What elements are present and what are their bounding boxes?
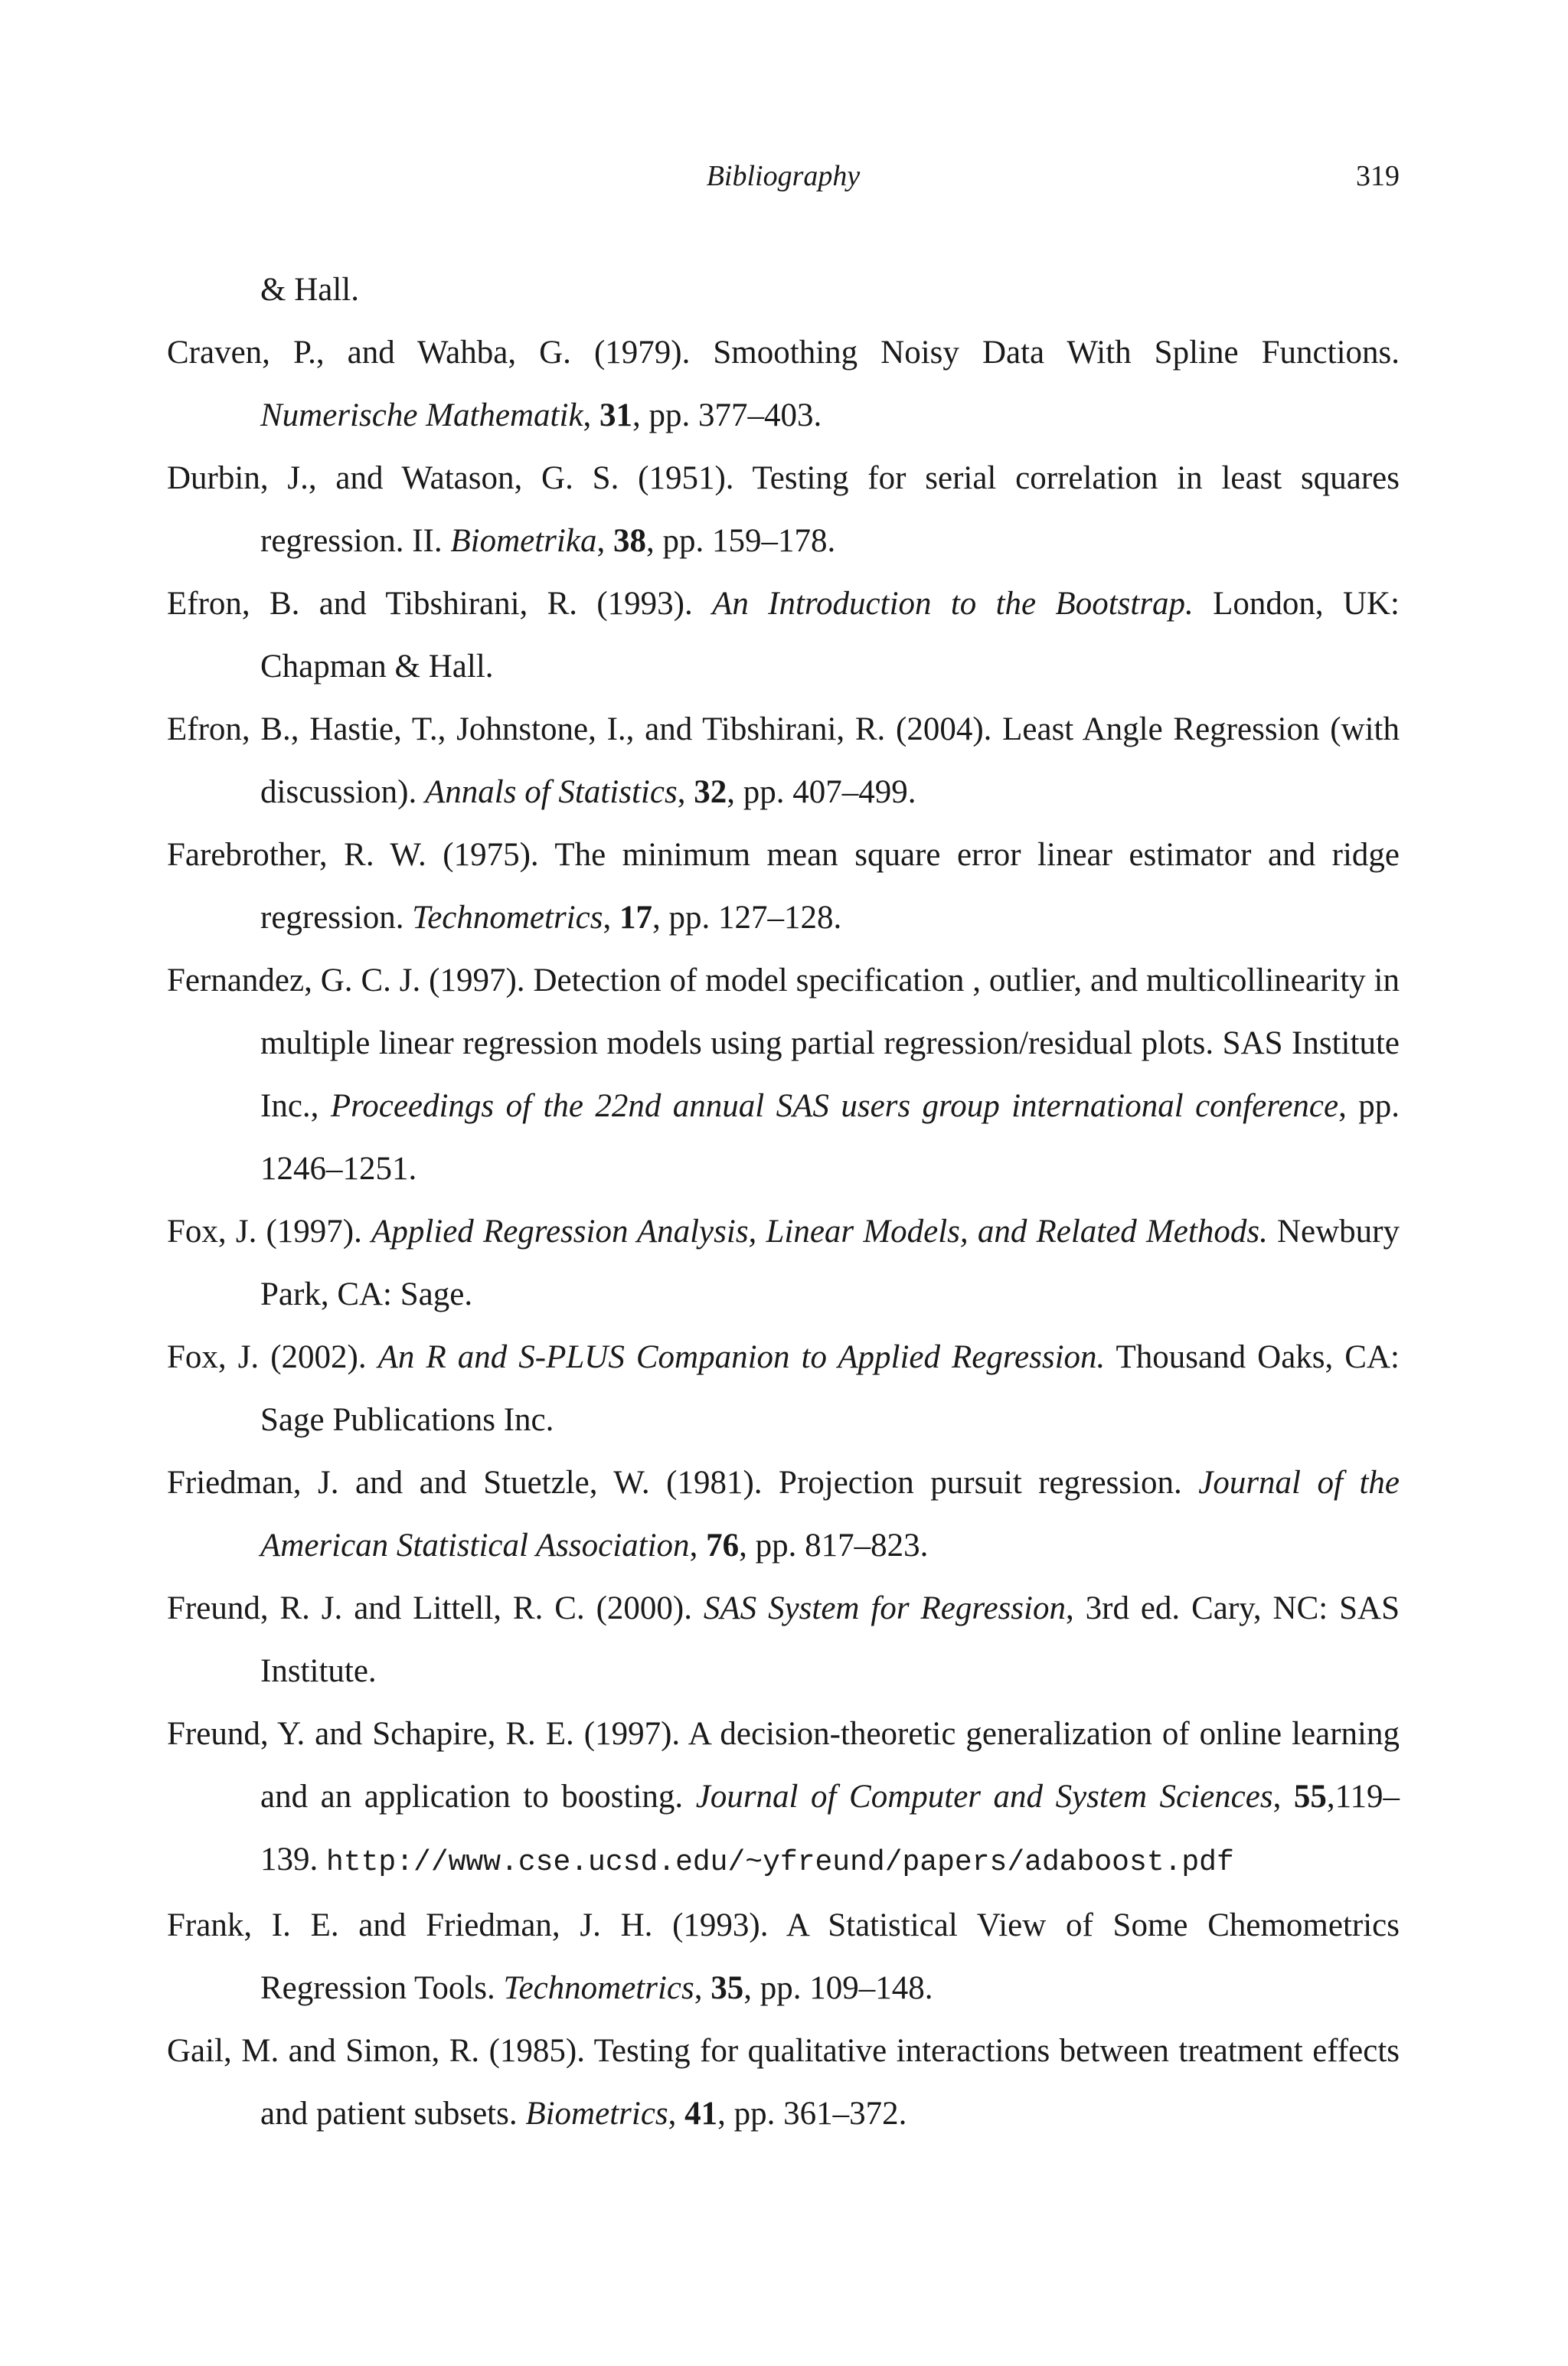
- bib-entry-friedman-1981: [167, 1452, 1400, 1577]
- bib-entry-volume: 41: [684, 2096, 718, 2132]
- bib-entry-text: Frank, I. E. and Friedman, J. H. (1993). A Statistical View of Some Chemometrics Regression Tools.: [167, 1907, 1400, 2006]
- bib-entry-text: Freund, R. J. and Littell, R. C. (2000).: [167, 1590, 704, 1626]
- bib-entry-separator: ,: [583, 397, 600, 433]
- bib-entry-volume: 38: [612, 523, 646, 559]
- bib-entry-separator: ,: [603, 900, 619, 936]
- running-title: Bibliography: [706, 160, 861, 192]
- bib-entry-pages: , pp. 817–823.: [739, 1528, 929, 1564]
- running-header: [167, 159, 1400, 198]
- bib-entry-frank-1993: [167, 1894, 1400, 2020]
- bib-entry-journal: Biometrics: [525, 2096, 668, 2132]
- bib-entry-separator: ,: [668, 2096, 685, 2132]
- bib-entry-book-title: An Introduction to the Bootstrap.: [712, 586, 1194, 622]
- bib-entry-publisher: , 3rd ed. Cary, NC: SAS Institute.: [260, 1590, 1400, 1689]
- bib-entry-volume: 55: [1293, 1779, 1327, 1815]
- bib-entry-volume: 76: [706, 1528, 740, 1564]
- bib-entry-efron-2004: [167, 698, 1400, 824]
- bib-entry-journal: Technometrics: [503, 1970, 694, 2006]
- bib-entry-text: Craven, P., and Wahba, G. (1979). Smoothing Noisy Data With Spline Functions.: [167, 335, 1400, 371]
- bib-entry-efron-1993: [167, 573, 1400, 698]
- bib-entry-volume: 35: [710, 1970, 744, 2006]
- bib-entry-gail-1985: [167, 2020, 1400, 2145]
- bib-entry-separator: ,: [596, 523, 613, 559]
- bib-entry-text: Fernandez, G. C. J. (1997). Detection of model specification , outlier, and multicollinearity in multiple linear regression models using partial regression/residual plots. SAS Institute Inc.,: [167, 962, 1400, 1124]
- bib-entry-separator: ,: [677, 774, 694, 810]
- bib-entry-publisher: Newbury Park, CA: Sage.: [260, 1214, 1400, 1312]
- bib-entry-separator: ,: [694, 1970, 711, 2006]
- bib-entry-pages: , pp. 1246–1251.: [260, 1088, 1400, 1187]
- bib-entry-text: Friedman, J. and and Stuetzle, W. (1981). Projection pursuit regression.: [167, 1465, 1199, 1501]
- bib-entry-text: Fox, J. (2002).: [167, 1339, 378, 1375]
- bib-entry-journal: Technometrics: [412, 900, 603, 936]
- bib-entry-fernandez-1997: [167, 949, 1400, 1201]
- bib-entry-book-title: An R and S-PLUS Companion to Applied Regression.: [377, 1339, 1106, 1375]
- bib-entry-text: Freund, Y. and Schapire, R. E. (1997). A decision-theoretic generalization of online learning and an application to boosting.: [167, 1716, 1400, 1815]
- bib-entry-pages: , pp. 159–178.: [645, 523, 836, 559]
- bib-entry-durbin-1951: [167, 447, 1400, 573]
- bib-entry-text: Durbin, J., and Watason, G. S. (1951). Testing for serial correlation in least squares regression. II.: [167, 460, 1400, 559]
- bib-entry-fox-1997: [167, 1201, 1400, 1326]
- bib-continuation: & Hall.: [260, 272, 359, 308]
- bib-entry-pages: , pp. 109–148.: [743, 1970, 933, 2006]
- bib-entry-volume: 17: [619, 900, 652, 936]
- bib-entry-pages: ,119–139.: [260, 1779, 1400, 1877]
- bib-entry-volume: 32: [694, 774, 727, 810]
- bib-entry-journal: Annals of Statistics: [425, 774, 678, 810]
- bib-entry-separator: ,: [1272, 1779, 1294, 1815]
- bibliography-list: [167, 259, 1400, 2145]
- bib-entry-text: Gail, M. and Simon, R. (1985). Testing for qualitative interactions between treatment effects and patient subsets.: [167, 2033, 1400, 2132]
- bib-entry-pages: , pp. 127–128.: [652, 900, 842, 936]
- bib-entry-journal: Journal of Computer and System Sciences: [695, 1779, 1273, 1815]
- bib-entry-journal: Numerische Mathematik: [260, 397, 583, 433]
- bib-entry-volume: 31: [599, 397, 633, 433]
- bib-entry-freund-1997: [167, 1703, 1400, 1894]
- bib-entry-text: Farebrother, R. W. (1975). The minimum mean square error linear estimator and ridge regression.: [167, 837, 1400, 936]
- bib-entry-proceedings: Proceedings of the 22nd annual SAS users group international conference: [330, 1088, 1339, 1124]
- bib-entry-book-title: SAS System for Regression: [703, 1590, 1066, 1626]
- bib-entry-url-link[interactable]: http://www.cse.ucsd.edu/~yfreund/papers/adaboost.pdf: [326, 1846, 1234, 1879]
- bib-entry-book-title: Applied Regression Analysis, Linear Models, and Related Methods.: [371, 1214, 1268, 1250]
- bib-entry-freund-2000: [167, 1577, 1400, 1703]
- page-number: 319: [1356, 160, 1400, 192]
- bib-entry-separator: ,: [689, 1528, 707, 1564]
- bib-entry-pages: , pp. 407–499.: [727, 774, 916, 810]
- bib-entry-farebrother-1975: [167, 824, 1400, 949]
- bib-entry-text: Efron, B. and Tibshirani, R. (1993).: [167, 586, 713, 622]
- bib-entry-journal: Biometrika: [450, 523, 597, 559]
- bib-entry-craven-1979: [167, 322, 1400, 447]
- bib-entry-journal: Journal of the American Statistical Association: [260, 1465, 1400, 1564]
- bib-entry-pages: , pp. 361–372.: [717, 2096, 907, 2132]
- bib-entry-text: Efron, B., Hastie, T., Johnstone, I., and Tibshirani, R. (2004). Least Angle Regression (with discussion).: [167, 711, 1400, 810]
- bib-entry-publisher: London, UK: Chapman & Hall.: [260, 586, 1400, 685]
- bib-entry-publisher: Thousand Oaks, CA: Sage Publications Inc.: [260, 1339, 1400, 1438]
- bib-entry-fox-2002: [167, 1326, 1400, 1452]
- bib-entry-text: Fox, J. (1997).: [167, 1214, 372, 1250]
- bib-entry-pages: , pp. 377–403.: [632, 397, 822, 433]
